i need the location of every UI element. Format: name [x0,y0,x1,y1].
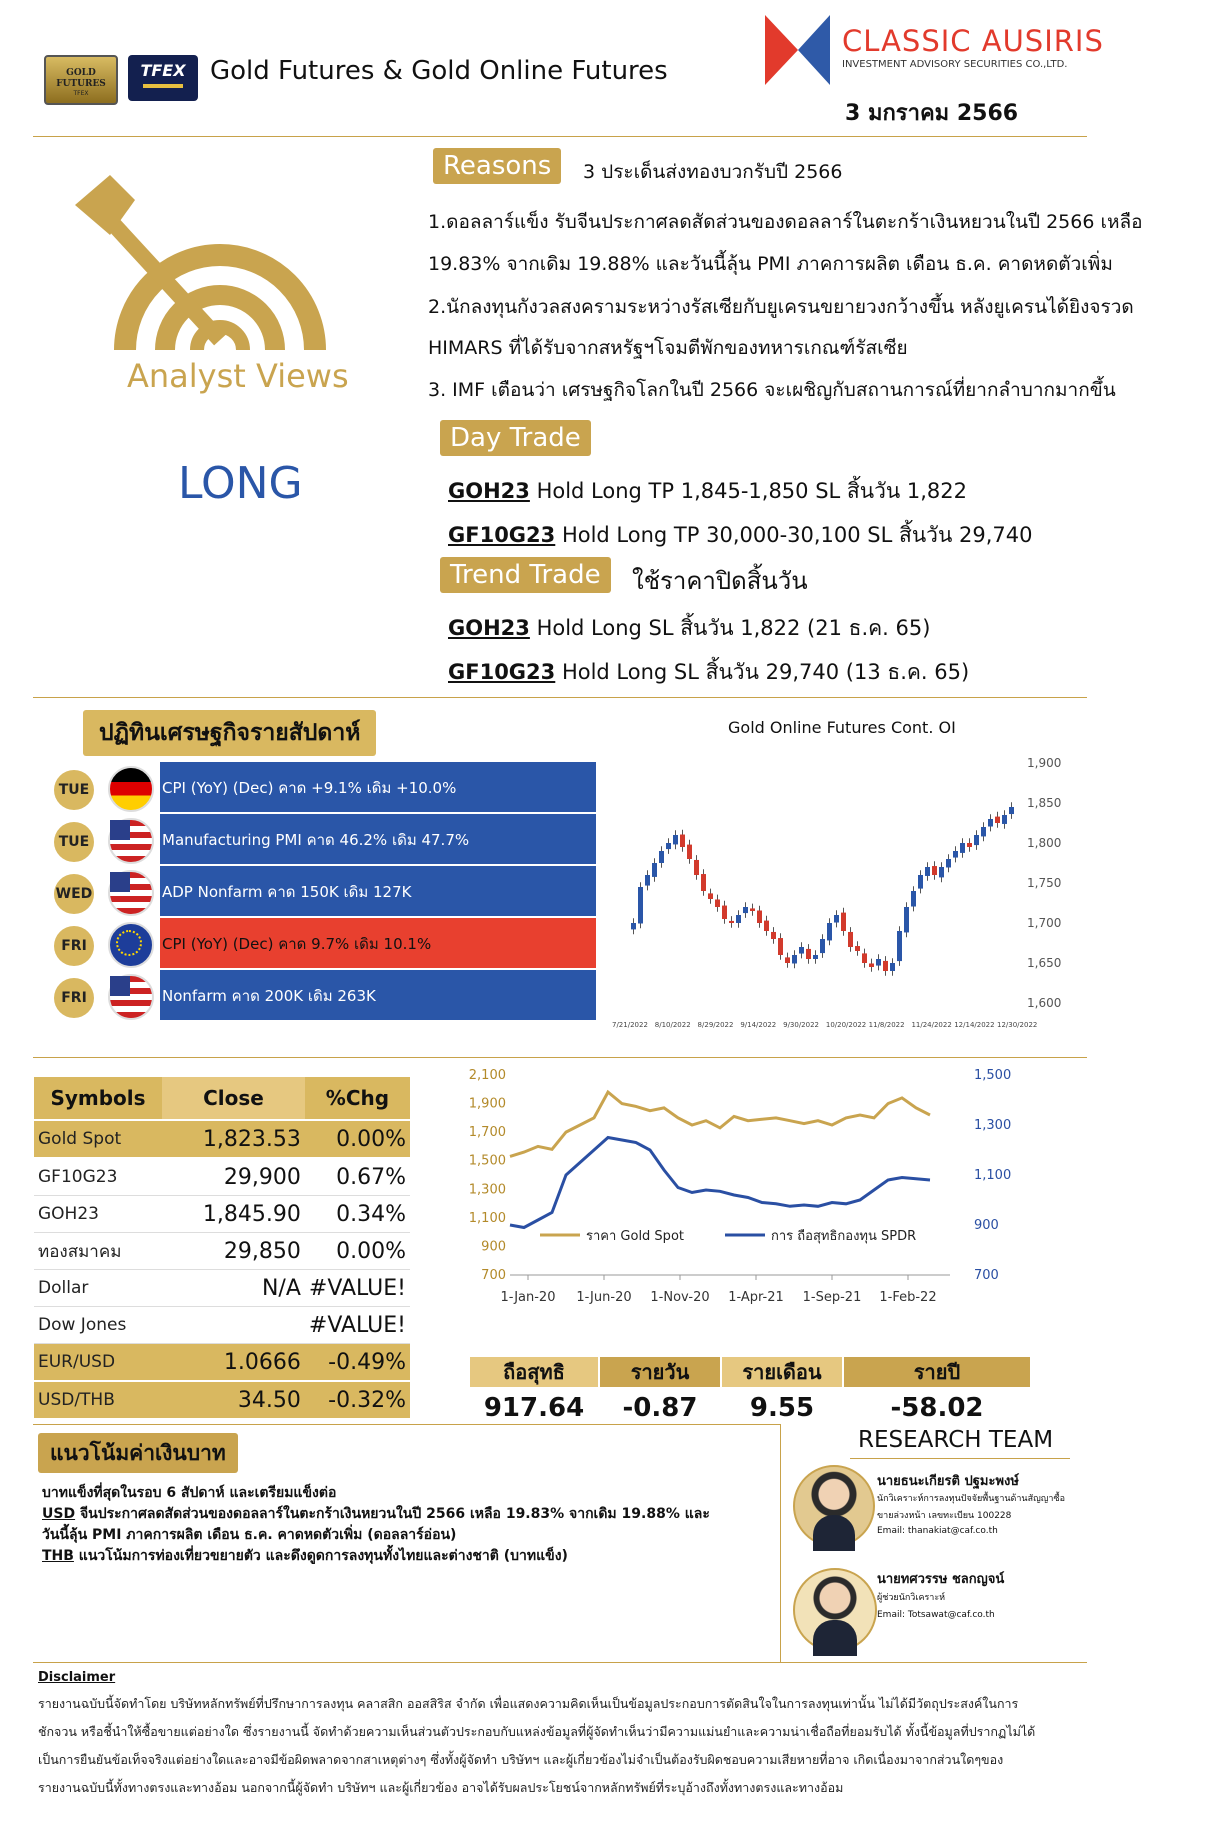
divider-lower [33,1057,1087,1058]
candle-body [946,859,951,867]
left-y-tick-label: 1,700 [468,1125,506,1141]
trend-trade-tag: Trend Trade [440,557,611,593]
market-cell-symbol: ทองสมาคม [34,1233,162,1270]
day-trade-item [448,475,967,508]
brand-name: CLASSIC AUSIRIS [842,24,1104,58]
tfex-logo [128,55,198,101]
right-y-tick-label: 1,100 [974,1168,1012,1183]
gold-futures-logo [44,55,118,105]
market-cell-symbol: Gold Spot [34,1120,162,1158]
trend-trade-item [448,656,969,689]
brand-subtitle: INVESTMENT ADVISORY SECURITIES CO.,LTD. [842,59,1068,70]
market-cell-close [162,1307,305,1344]
tfex-logo-stripe [143,84,183,88]
avatar-suit [813,1515,855,1551]
candle-body [981,827,986,836]
summary-header-net: ถือสุทธิ [470,1357,598,1387]
member-role: นักวิเคราะห์การลงทุนปัจจัยพื้นฐานด้านสัญญาซื้อ [877,1494,1065,1504]
y-tick-label: 1,600 [1027,996,1062,1010]
y-tick-label: 1,700 [1027,916,1062,930]
disclaimer-line: ชักจวน หรือชี้นำให้ซื้อขายแต่อย่างใด ซึ่งรายงานนี้ จัดทำด้วยความเห็นส่วนตัวประกอบกับแหล่งข้อมูลที่ผู้จัดทำเห็นว่ามีความแม่นยำและความน่าเชื่อถือที่ยอมรับได้ ทั้งนี้ข้อมูลที่ปรากฏไม่ได้ [38,1724,1036,1739]
candle-body [778,938,783,955]
x-tick-label: 1-Feb-22 [879,1290,937,1305]
calendar-row [50,866,600,918]
header-close: Close [162,1077,305,1120]
member-name: นายธนะเกียรติ ปฐมะพงษ์ [877,1474,1019,1489]
member-role-2: ขายล่วงหน้า เลขทะเบียน 100228 [877,1511,1012,1521]
market-table-row [34,1381,410,1419]
candle-body [764,921,769,931]
left-y-tick-label: 700 [481,1268,506,1283]
day-trade-item [448,519,1033,552]
calendar-list [50,762,600,1027]
baht-usd-line2: วันนี้ลุ้น PMI ภาคการผลิต เดือน ธ.ค. คาดหดตัวเพิ่ม (ดอลลาร์อ่อน) [42,1527,457,1543]
candle-body [918,875,923,889]
baht-thb-line [42,1545,568,1567]
market-cell-chg: 0.34% [305,1196,410,1233]
y-tick-label: 1,900 [1027,756,1062,770]
market-cell-chg: 0.00% [305,1233,410,1270]
candle-body [792,955,797,963]
calendar-row [50,814,600,866]
x-tick-label: 1-Jun-20 [576,1290,632,1305]
candle-body [869,963,874,967]
candle-body [995,817,1000,823]
reason-line: 3. IMF เตือนว่า เศรษฐกิจโลกในปี 2566 จะเผชิญกับสถานการณ์ที่ยากลำบากมากขึ้น [428,379,1116,401]
spdr-line-chart [460,1065,1030,1335]
market-cell-symbol: Dollar [34,1270,162,1307]
candle-body [820,939,825,953]
x-tick-label: 1-Nov-20 [650,1290,710,1305]
day-trade-symbol: GF10G23 [448,523,556,547]
candle-chart [612,755,1062,1035]
legend-label-spdr: การ ถือสุทธิกองทุน SPDR [771,1229,917,1244]
candle-body [680,835,685,847]
left-y-tick-label: 2,100 [468,1068,506,1083]
market-cell-close: 1.0666 [162,1344,305,1382]
left-y-tick-label: 1,100 [468,1210,506,1226]
candle-body [652,863,657,877]
calendar-event-text: ADP Nonfarm คาด 150K เดิม 127K [162,883,412,901]
calendar-event-bar [160,970,596,1020]
candle-body [799,947,804,954]
eu-stars-ring [116,930,142,956]
right-y-tick-label: 700 [974,1268,999,1283]
y-tick-label: 1,850 [1027,796,1062,810]
disclaimer-line: เป็นการยืนยันข้อเท็จจริงแต่อย่างใดและอาจมีข้อผิดพลาดจากสาเหตุต่างๆ ซึ่งทั้งผู้จัดทำ บริษัทฯ และผู้เกี่ยวข้องไม่จำเป็นต้องรับผิดชอบความเสียหายที่อาจ เกิดเนื่องมาจากส่วนใดๆของ [38,1752,1004,1767]
summary-header-monthly: รายเดือน [722,1357,842,1387]
usa-flag-canton [110,976,130,996]
candle-body [904,907,909,932]
member-name: นายทศวรรษ ชลกญจน์ [877,1572,1005,1587]
summary-header-daily: รายวัน [600,1357,720,1387]
calendar-title: ปฏิทินเศรษฐกิจรายสัปดาห์ [83,710,376,756]
x-tick-label: 12/30/2022 [997,1021,1038,1029]
candle-body [813,955,818,959]
calendar-event-text: CPI (YoY) (Dec) คาด 9.7% เดิม 10.1% [162,935,432,953]
divider-disclaimer [33,1662,1087,1663]
candle-body [834,915,839,923]
candle-body [848,932,853,947]
candle-body [757,911,762,923]
market-cell-symbol: Dow Jones [34,1307,162,1344]
candle-body [911,891,916,907]
summary-header-yearly: รายปี [844,1357,1030,1387]
candle-body [897,931,902,961]
day-badge: FRI [54,926,94,966]
market-cell-symbol: EUR/USD [34,1344,162,1382]
summary-value-net: 917.64 [483,1393,585,1423]
right-y-tick-label: 1,500 [974,1068,1012,1083]
gold-futures-logo-text: GOLD FUTURES [56,68,106,89]
market-cell-close: 34.50 [162,1381,305,1419]
candle-body [694,860,699,875]
candle-body [841,913,846,931]
avatar [793,1465,875,1547]
reason-line: 19.83% จากเดิม 19.88% และวันนี้ลุ้น PMI ภาคการผลิต เดือน ธ.ค. คาดหดตัวเพิ่ม [428,253,1113,275]
left-y-tick-label: 1,300 [468,1182,506,1198]
market-table-row [34,1158,410,1196]
trend-trade-symbol: GF10G23 [448,660,556,684]
trend-trade-note: ใช้ราคาปิดสิ้นวัน [632,567,808,595]
calendar-event-text: Nonfarm คาด 200K เดิม 263K [162,987,376,1005]
avatar-suit [813,1620,857,1656]
candle-body [876,959,881,966]
x-tick-label: 11/8/2022 [868,1021,905,1029]
candle-body [862,953,867,963]
calendar-event-bar [160,814,596,864]
header-symbols: Symbols [34,1077,162,1120]
reason-line: HIMARS ที่ได้รับจากสหรัฐฯโจมตีพักของทหารเกณฑ์รัสเซีย [428,337,908,359]
market-cell-symbol: GOH23 [34,1196,162,1233]
trend-trade-text: Hold Long SL สิ้นวัน 1,822 (21 ธ.ค. 65) [529,616,931,640]
candle-body [729,921,734,923]
calendar-row [50,918,600,970]
disclaimer-title: Disclaimer [38,1670,116,1685]
candle-body [645,875,650,886]
market-table-row [34,1344,410,1382]
header-chg: %Chg [305,1077,410,1120]
report-date: 3 มกราคม 2566 [845,101,1019,126]
eu-flag-icon [108,922,154,968]
target-arrow-icon [65,175,365,365]
gold-futures-logo-sub: TFEX [73,90,89,97]
market-table-header [34,1077,410,1120]
trend-trade-text: Hold Long SL สิ้นวัน 29,740 (13 ธ.ค. 65) [555,660,970,684]
market-cell-symbol: USD/THB [34,1381,162,1419]
thb-text: แนวโน้มการท่องเที่ยวขยายตัว และดึงดูดการลงทุนทั้งไทยและต่างชาติ (บาทแข็ง) [73,1548,568,1564]
market-cell-chg: #VALUE! [305,1307,410,1344]
day-trade-text: Hold Long TP 30,000-30,100 SL สิ้นวัน 29,740 [555,523,1033,547]
baht-usd-line [42,1503,710,1525]
x-tick-label: 8/10/2022 [654,1021,691,1029]
candle-body [1009,807,1014,814]
y-tick-label: 1,800 [1027,836,1062,850]
page-title: Gold Futures & Gold Online Futures [210,56,668,86]
market-cell-close: 29,900 [162,1158,305,1196]
candle-body [827,923,832,940]
research-title-underline [850,1458,1070,1459]
candle-body [855,946,860,951]
candle-body [736,915,741,923]
candle-body [715,899,720,907]
day-badge: WED [54,874,94,914]
candle-body [722,906,727,919]
candle-body [967,843,972,847]
candle-body [659,851,664,863]
market-cell-chg: 0.67% [305,1158,410,1196]
candle-body [687,845,692,859]
x-tick-label: 1-Sep-21 [802,1290,862,1305]
market-cell-close: 1,823.53 [162,1120,305,1158]
divider-middle [33,697,1087,698]
member-email: Email: Totsawat@caf.co.th [877,1610,995,1620]
market-table-row [34,1270,410,1307]
market-table-row [34,1120,410,1158]
reasons-tag: Reasons [433,148,561,184]
baht-line1: บาทแข็งที่สุดในรอบ 6 สัปดาห์ และเตรียมแข็งต่อ [42,1485,337,1501]
day-trade-text: Hold Long TP 1,845-1,850 SL สิ้นวัน 1,822 [529,479,968,503]
day-trade-symbol: GOH23 [448,479,530,503]
market-cell-chg: -0.32% [305,1381,410,1419]
calendar-row [50,762,600,814]
member-role: ผู้ช่วยนักวิเคราะห์ [877,1593,946,1603]
reason-line: 2.นักลงทุนกังวลสงครามระหว่างรัสเซียกับยูเครนขยายวงกว้างขึ้น หลังยูเครนได้ยิงจรวด [428,296,1134,318]
left-y-tick-label: 900 [481,1239,506,1255]
usa-flag-icon [108,818,154,864]
member-email: Email: thanakiat@caf.co.th [877,1526,998,1536]
calendar-event-bar [160,866,596,916]
candle-body [673,835,678,844]
trend-trade-symbol: GOH23 [448,616,530,640]
market-cell-chg: 0.00% [305,1120,410,1158]
calendar-event-bar [160,762,596,812]
y-tick-label: 1,650 [1027,956,1062,970]
disclaimer-line: รายงานฉบับนี้ทั้งทางตรงและทางอ้อม นอกจากนี้ผู้จัดทำ บริษัทฯ และผู้เกี่ยวข้อง อาจได้รับผลประโยชน์จากหลักทรัพย์ที่ระบุอ้างถึงทั้งทางตรงและทางอ้อม [38,1780,844,1795]
candle-body [953,851,958,858]
market-cell-close: N/A [162,1270,305,1307]
summary-value-yearly: -58.02 [890,1393,984,1423]
candle-body [771,932,776,939]
calendar-event-bar [160,918,596,968]
day-badge: TUE [54,770,94,810]
day-badge: FRI [54,978,94,1018]
calendar-event-text: Manufacturing PMI คาด 46.2% เดิม 47.7% [162,831,470,849]
candle-body [988,819,993,827]
reason-line: 1.ดอลลาร์แข็ง รับจีนประกาศลดสัดส่วนของดอลลาร์ในตะกร้าเงินหยวนในปี 2566 เหลือ [428,211,1143,233]
candle-body [631,923,636,929]
legend-label-gold-spot: ราคา Gold Spot [586,1229,684,1244]
candle-body [960,843,965,853]
candle-body [743,907,748,913]
market-table-row [34,1233,410,1270]
vertical-divider [780,1424,781,1662]
calendar-event-text: CPI (YoY) (Dec) คาด +9.1% เดิม +10.0% [162,779,457,797]
x-tick-label: 10/20/2022 [825,1021,867,1029]
candle-body [890,963,895,971]
x-tick-label: 8/29/2022 [697,1021,734,1029]
x-tick-label: 1-Apr-21 [728,1290,784,1305]
germany-flag-icon [108,766,154,812]
x-tick-label: 7/21/2022 [612,1021,648,1029]
analyst-views-label: Analyst Views [127,357,349,395]
brand-logo-mark [765,15,830,85]
candle-body [1002,815,1007,824]
summary-value-monthly: 9.55 [749,1393,815,1423]
usa-flag-icon [108,974,154,1020]
usa-flag-icon [108,870,154,916]
analyst-view-long: LONG [178,458,303,509]
thb-label: THB [42,1548,74,1564]
candle-body [666,843,671,849]
x-tick-label: 1-Jan-20 [500,1290,556,1305]
day-trade-tag: Day Trade [440,420,591,456]
market-cell-close: 1,845.90 [162,1196,305,1233]
left-y-tick-label: 1,900 [468,1096,506,1112]
series-line-spdr [510,1138,930,1228]
right-y-tick-label: 1,300 [974,1118,1012,1133]
market-table-row [34,1196,410,1233]
usa-flag-canton [110,820,130,840]
trend-trade-item [448,612,930,645]
summary-value-daily: -0.87 [622,1393,698,1423]
candle-body [708,893,713,899]
avatar [793,1568,877,1652]
x-tick-label: 11/24/2022 [911,1021,952,1029]
baht-title: แนวโน้มค่าเงินบาท [38,1433,238,1473]
day-badge: TUE [54,822,94,862]
candle-body [932,866,937,875]
x-tick-label: 12/14/2022 [954,1021,995,1029]
usd-label: USD [42,1506,76,1522]
candle-body [925,867,930,876]
candle-body [974,835,979,845]
market-cell-symbol: GF10G23 [34,1158,162,1196]
market-cell-chg: #VALUE! [305,1270,410,1307]
candle-body [939,867,944,877]
research-team-title: RESEARCH TEAM [858,1427,1054,1453]
x-tick-label: 9/30/2022 [783,1021,820,1029]
divider-top [33,136,1087,137]
candle-body [750,908,755,911]
disclaimer-line: รายงานฉบับนี้จัดทำโดย บริษัทหลักทรัพย์ที่ปรึกษาการลงทุน คลาสสิก ออสสิริส จำกัด เพื่อแสดงความคิดเห็นเป็นข้อมูลประกอบการตัดสินใจในการลงทุนเท่านั้น ไม่ได้มีวัตถุประสงค์ในการ [38,1696,1019,1711]
series-line-gold-spot [510,1092,930,1156]
candle-body [806,949,811,959]
market-cell-close: 29,850 [162,1233,305,1270]
right-y-tick-label: 900 [974,1218,999,1233]
candle-body [701,874,706,891]
divider-bottom [33,1424,781,1425]
usd-text: จีนประกาศลดสัดส่วนของดอลลาร์ในตะกร้าเงินหยวนในปี 2566 เหลือ 19.83% จากเดิม 19.88% และ [75,1506,710,1522]
candle-chart-title: Gold Online Futures Cont. OI [728,718,956,737]
candle-body [638,887,643,923]
market-cell-chg: -0.49% [305,1344,410,1382]
x-tick-label: 9/14/2022 [740,1021,777,1029]
y-tick-label: 1,750 [1027,876,1062,890]
usa-flag-canton [110,872,130,892]
tfex-logo-text: TFEX [140,61,186,80]
left-y-tick-label: 1,500 [468,1153,506,1169]
calendar-row [50,970,600,1022]
market-table [34,1077,410,1420]
candle-body [785,957,790,963]
market-table-row [34,1307,410,1344]
reasons-heading: 3 ประเด็นส่งทองบวกรับปี 2566 [583,161,843,183]
candle-body [883,961,888,971]
